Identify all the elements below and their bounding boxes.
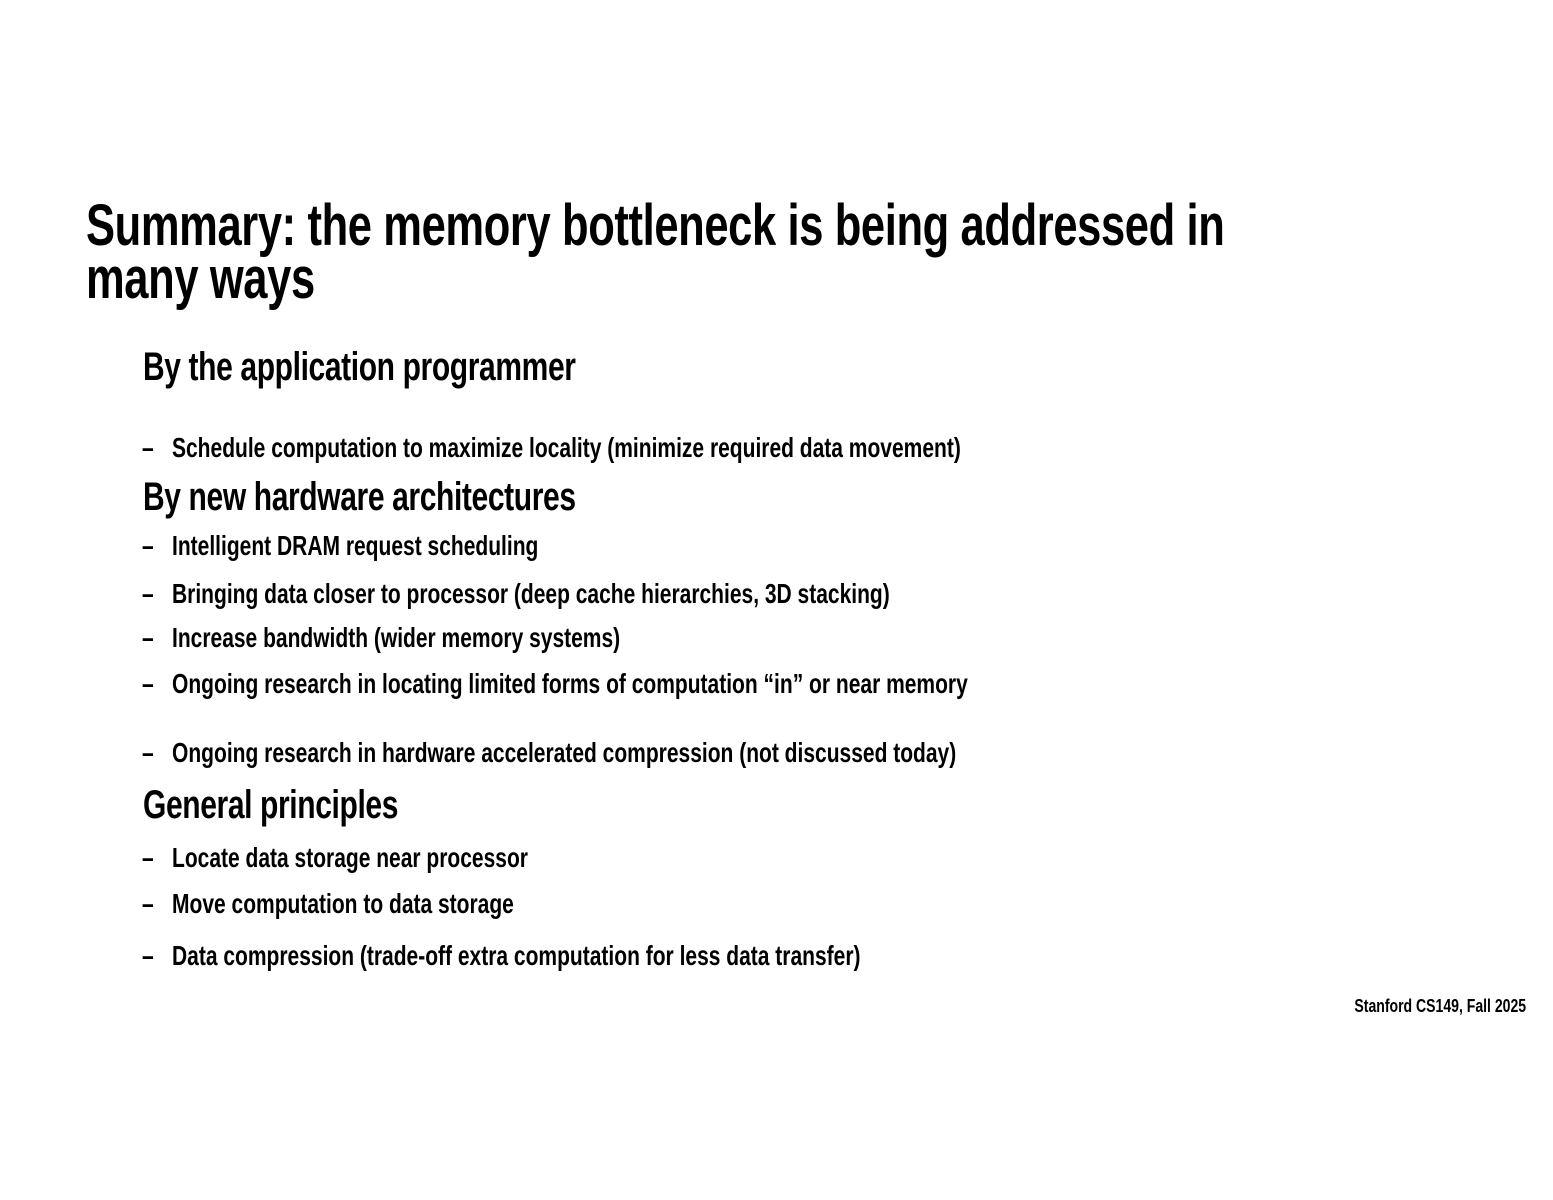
bullet-text: Locate data storage near processor <box>172 842 528 873</box>
section-heading-new-hardware-architectures: By new hardware architectures <box>143 475 576 519</box>
bullet-dash-icon: – <box>142 530 154 561</box>
bullet-dash-icon: – <box>142 668 154 699</box>
bullet-item <box>142 431 961 465</box>
bullet-text: Data compression (trade-off extra computation for less data transfer) <box>172 940 861 971</box>
bullet-dash-icon: – <box>142 842 154 873</box>
bullet-item <box>142 667 968 701</box>
bullet-dash-icon: – <box>142 737 154 768</box>
slide-title-line-1: Summary: the memory bottleneck is being addressed in <box>86 193 1225 258</box>
bullet-item <box>142 736 956 770</box>
bullet-dash-icon: – <box>142 622 154 653</box>
bullet-item <box>142 577 890 611</box>
slide-title-line-2: many ways <box>86 246 315 311</box>
bullet-text: Ongoing research in hardware accelerated compression (not discussed today) <box>172 737 957 768</box>
bullet-text: Bringing data closer to processor (deep cache hierarchies, 3D stacking) <box>172 578 890 609</box>
bullet-text: Intelligent DRAM request scheduling <box>172 530 539 561</box>
bullet-item <box>142 887 514 921</box>
section-heading-application-programmer: By the application programmer <box>143 345 576 389</box>
bullet-dash-icon: – <box>142 940 154 971</box>
slide-title <box>86 193 1225 311</box>
bullet-item <box>142 939 860 973</box>
bullet-dash-icon: – <box>142 578 154 609</box>
bullet-text: Schedule computation to maximize locality (minimize required data movement) <box>172 432 961 463</box>
bullet-text: Ongoing research in locating limited forms of computation “in” or near memory <box>172 668 968 699</box>
bullet-item <box>142 621 620 655</box>
bullet-dash-icon: – <box>142 888 154 919</box>
bullet-item <box>142 841 528 875</box>
bullet-text: Increase bandwidth (wider memory systems) <box>172 622 621 653</box>
bullet-item <box>142 529 538 563</box>
course-footer-text: Stanford CS149, Fall 2025 <box>1354 996 1526 1016</box>
bullet-text: Move computation to data storage <box>172 888 514 919</box>
section-heading-general-principles: General principles <box>143 783 399 827</box>
slide-footer <box>1306 996 1526 1018</box>
bullet-dash-icon: – <box>142 432 154 463</box>
